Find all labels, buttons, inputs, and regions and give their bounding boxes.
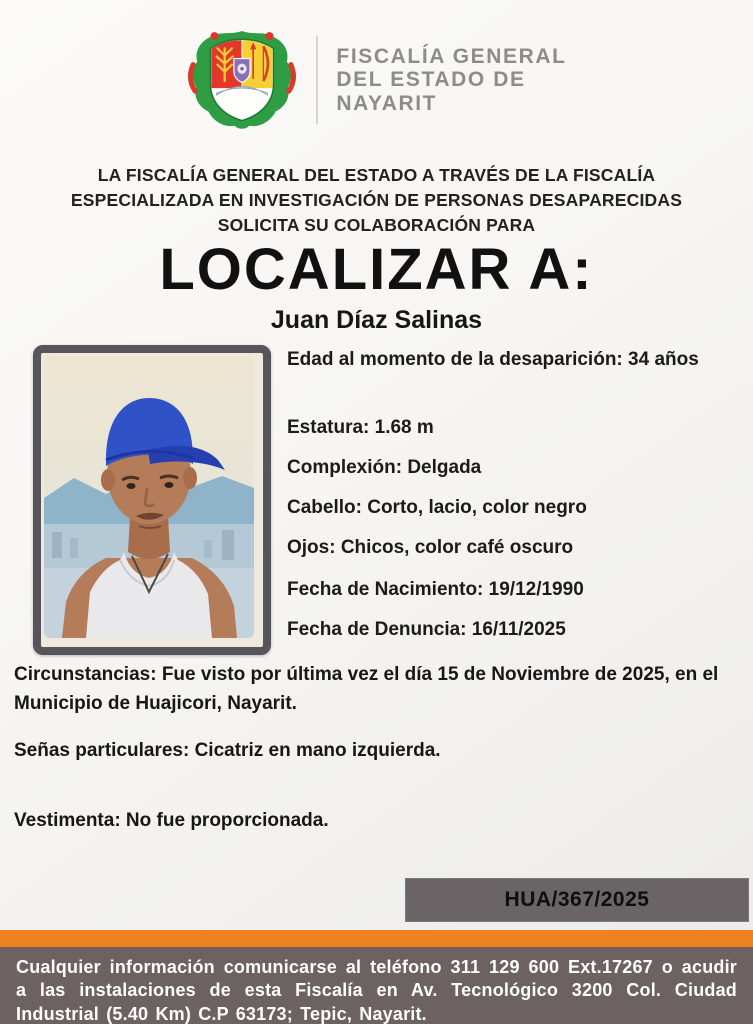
distinguishing-marks-text: Señas particulares: Cicatriz en mano izquierda.: [14, 740, 441, 761]
case-number-badge: HUA/367/2025: [405, 878, 749, 922]
nayarit-coat-of-arms-icon: [186, 28, 298, 132]
footer-contact-text: Cualquier información comunicarse al teléfono 311 129 600 Ext.17267 o acudir a las instalaciones de esta Fiscalía en Av. Tecnológico 3200 Col. Ciudad Industrial (5.40 Km) C.P 63173; Tepic, Nayarit.: [16, 957, 737, 1024]
accent-stripe: [0, 930, 753, 947]
intro-line-2: ESPECIALIZADA EN INVESTIGACIÓN DE PERSONAS DESAPARECIDAS: [70, 189, 683, 210]
person-details: [287, 349, 742, 659]
header-divider: [316, 36, 318, 124]
intro-line-1: LA FISCALÍA GENERAL DEL ESTADO A TRAVÉS DE LA FISCALÍA: [97, 165, 656, 185]
org-name: [336, 45, 566, 116]
clothing-text: Vestimenta: No fue proporcionada.: [14, 810, 329, 831]
footer: [0, 947, 753, 1024]
detail-height: Estatura: 1.68 m: [287, 417, 434, 438]
circumstances-text: Circunstancias: Fue visto por última vez el día 15 de Noviembre de 2025, en el Municipio de Huajicori, Nayarit.: [14, 664, 719, 715]
header: [0, 28, 753, 132]
detail-hair: Cabello: Corto, lacio, color negro: [287, 497, 587, 518]
headline: LOCALIZAR A:: [159, 237, 594, 302]
intro-line-3: SOLICITA SU COLABORACIÓN PARA: [217, 214, 536, 235]
detail-birthdate: Fecha de Nacimiento: 19/12/1990: [287, 579, 584, 600]
detail-age: Edad al momento de la desaparición: 34 años: [287, 349, 699, 370]
detail-eyes: Ojos: Chicos, color café oscuro: [287, 537, 574, 558]
intro-statement: [0, 163, 753, 238]
person-name: Juan Díaz Salinas: [270, 306, 483, 334]
detail-report-date: Fecha de Denuncia: 16/11/2025: [287, 619, 566, 640]
person-photo: [33, 345, 271, 655]
org-name-line-2: DEL ESTADO DE: [336, 68, 526, 92]
org-name-line-1: FISCALÍA GENERAL: [336, 44, 567, 68]
org-name-line-3: NAYARIT: [336, 91, 438, 115]
detail-build: Complexión: Delgada: [287, 457, 482, 478]
